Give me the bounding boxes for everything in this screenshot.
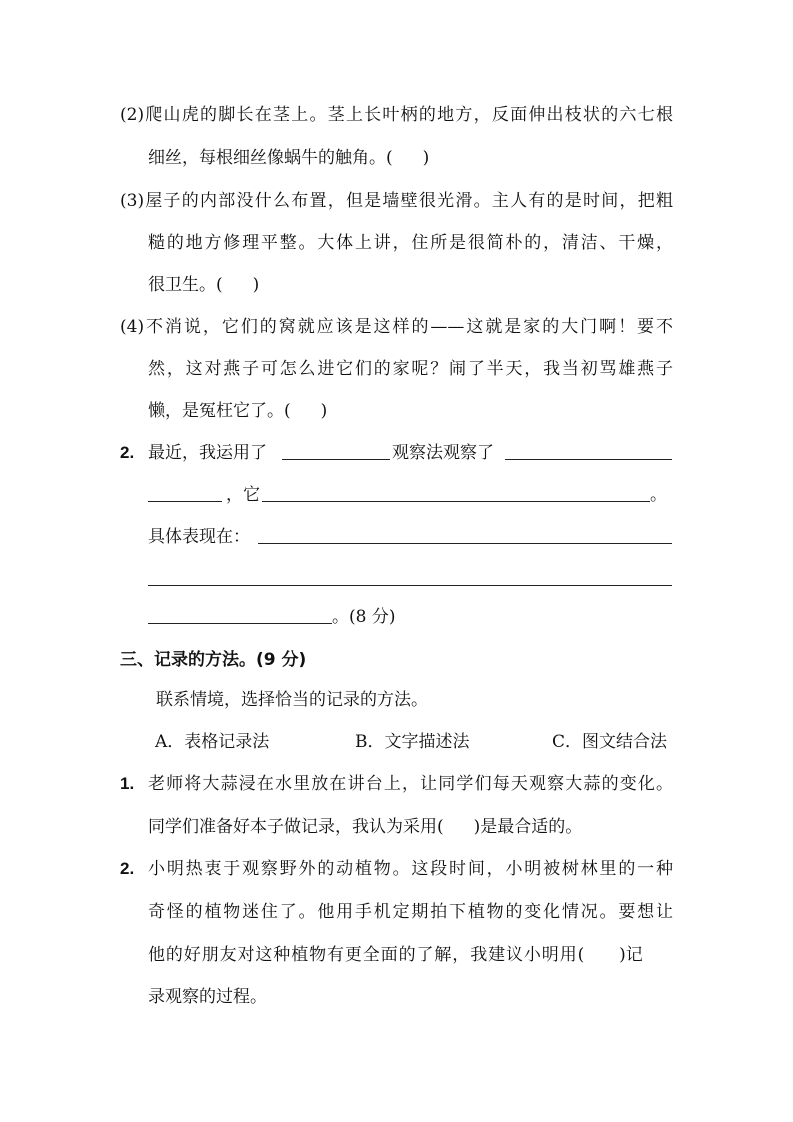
item4-text: 懒，是冤枉它了。(: [148, 401, 291, 421]
q2-text3: ，它: [226, 485, 260, 505]
q2-line1: [0, 441, 793, 465]
q2-line5: [0, 605, 793, 629]
s3-q1-line2: [148, 815, 582, 839]
fill-blank-detail-end[interactable]: [148, 605, 332, 624]
fill-blank-detail[interactable]: [258, 525, 672, 544]
s3-q2-line3: [148, 943, 673, 967]
s3-q2-text3a: 他的好朋友对这种植物有更全面的了解，我建议小明用(: [148, 945, 586, 965]
s3-q2-text: 小明热衷于观察野外的动植物。这段时间，小明被树林里的一种: [148, 859, 673, 879]
item2-line2: [148, 146, 429, 170]
section3-instruction: 联系情境，选择恰当的记录的方法。: [156, 690, 428, 710]
q2-number: 2.: [120, 443, 135, 462]
section3-heading: 三、记录的方法。(9 分): [120, 650, 307, 670]
close-paren: ): [252, 275, 260, 295]
q2-text1: 最近，我运用了: [148, 443, 267, 463]
q2-text2: 观察法观察了: [392, 443, 494, 463]
item3-line2: 糙的地方修理平整。大体上讲，住所是很简朴的，清洁、干燥，: [148, 233, 673, 253]
fill-blank-object-cont[interactable]: [148, 483, 222, 502]
fill-blank-detail-cont[interactable]: [148, 567, 672, 586]
item3-text: 很卫生。(: [148, 275, 223, 295]
option-a: A．表格记录法: [155, 732, 270, 752]
close-paren: ): [320, 401, 328, 421]
item2-line1: (2)爬山虎的脚长在茎上。茎上长叶柄的地方，反面伸出枝状的六七根: [120, 105, 673, 125]
s3-q1-number: 1.: [120, 774, 135, 793]
option-c: C．图文结合法: [552, 732, 668, 752]
s3-q2-number: 2.: [120, 859, 135, 878]
item4-line2: 然，这对燕子可怎么进它们的家呢？闹了半天，我当初骂雄燕子: [148, 359, 673, 379]
q2-period: 。: [650, 485, 667, 505]
s3-q2-line1: [0, 857, 793, 881]
s3-q1-text2a: 同学们准备好本子做记录，我认为采用(: [148, 817, 444, 837]
option-b: B．文字描述法: [355, 732, 470, 752]
s3-q1-line1: [0, 772, 793, 796]
q2-score: 。(8 分): [332, 607, 396, 627]
fill-blank-feature[interactable]: [262, 483, 650, 502]
s3-q2-line2: 奇怪的植物迷住了。他用手机定期拍下植物的变化情况。要想让: [148, 902, 673, 922]
item3-line1: (3)屋子的内部没什么布置，但是墙壁很光滑。主人有的是时间，把粗: [120, 191, 673, 211]
s3-q1-text: 老师将大蒜浸在水里放在讲台上，让同学们每天观察大蒜的变化。: [148, 774, 673, 794]
q2-line4: [0, 567, 793, 591]
fill-blank-object[interactable]: [505, 441, 672, 460]
item4-line1: (4)不消说，它们的窝就应该是这样的——这就是家的大门啊！要不: [120, 317, 673, 337]
options-row: [0, 730, 793, 754]
s3-q2-line4: 录观察的过程。: [148, 987, 267, 1007]
item3-line3: [148, 273, 259, 297]
q2-line2: [0, 483, 793, 507]
q2-text4: 具体表现在：: [148, 527, 250, 547]
s3-q2-text3b: )记: [619, 945, 643, 965]
s3-q1-text2b: )是最合适的。: [473, 817, 583, 837]
item4-line3: [148, 399, 327, 423]
item2-text: 细丝，每根细丝像蜗牛的触角。(: [148, 148, 393, 168]
q2-line3: [0, 525, 793, 549]
close-paren: ): [422, 148, 430, 168]
fill-blank-method[interactable]: [282, 441, 390, 460]
